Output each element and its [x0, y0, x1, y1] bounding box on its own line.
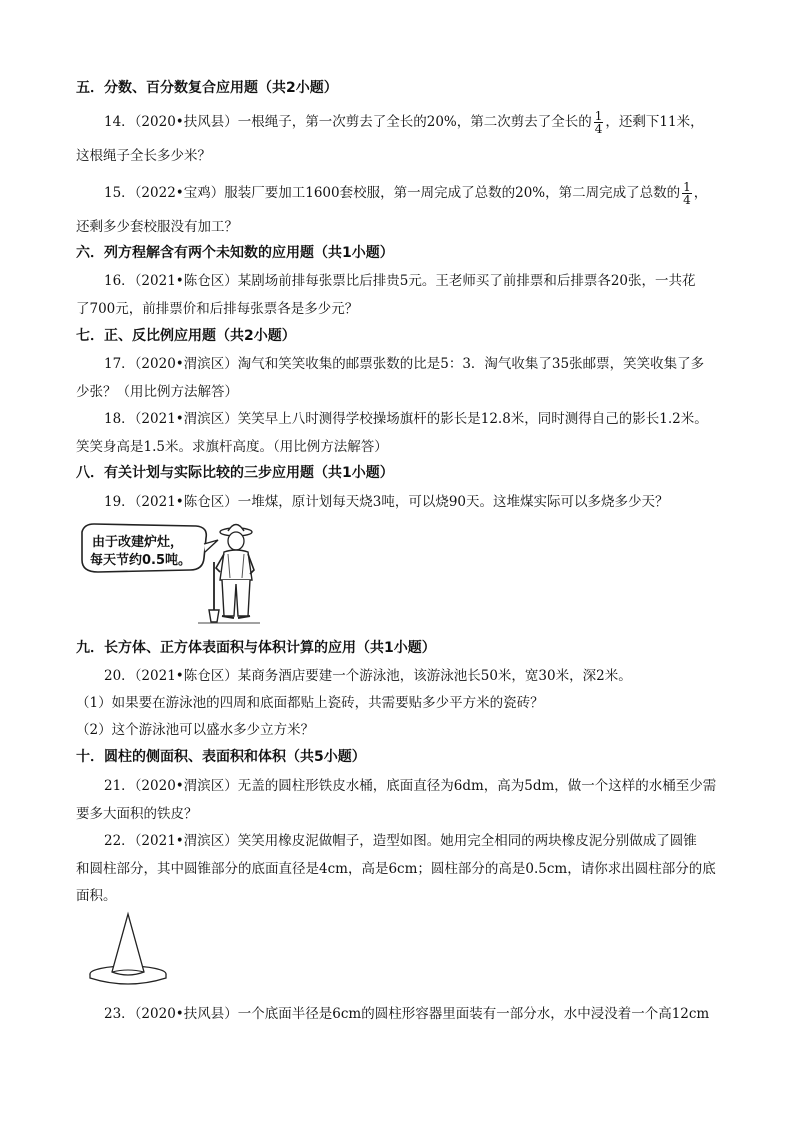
- q22-line3: 面积。: [76, 888, 117, 904]
- q21-line2: 要多大面积的铁皮？: [76, 806, 198, 822]
- q18-line1: 18．（2021•渭滨区）笑笑早上八时测得学校操场旗杆的影长是12.8米，同时测得自己的影长1.2米。: [104, 411, 708, 427]
- section-6-title: 六．列方程解含有两个未知数的应用题（共1小题）: [76, 245, 394, 261]
- section-10-title: 十．圆柱的侧面积、表面积和体积（共5小题）: [76, 749, 366, 765]
- q20-sub2: （2）这个游泳池可以盛水多少立方米？: [76, 722, 315, 738]
- q15-frac-num: 1: [683, 180, 691, 194]
- section-9-title: 九．长方体、正方体表面积与体积计算的应用（共1小题）: [76, 640, 436, 656]
- q15-line2: 还剩多少套校服没有加工？: [76, 219, 238, 235]
- q20-line1: 20．（2021•陈仓区）某商务酒店要建一个游泳池，该游泳池长50米，宽30米，深2米。: [104, 668, 632, 684]
- q17-line2: 少张？（用比例方法解答）: [76, 384, 238, 400]
- cone-hat-icon: [88, 910, 168, 988]
- q16-line1: 16．（2021•陈仓区）某剧场前排每张票比后排贵5元。王老师买了前排票和后排票各20张，一共花: [104, 273, 696, 289]
- q14-frac-num: 1: [594, 109, 603, 123]
- q15-fraction: [682, 181, 692, 206]
- q23-line1: 23．（2020•扶风县）一个底面半径是6cm的圆柱形容器里面装有一部分水，水中浸没着一个高12cm: [104, 1006, 710, 1022]
- section-8-title: 八．有关计划与实际比较的三步应用题（共1小题）: [76, 465, 394, 481]
- section-5-title: 五．分数、百分数复合应用题（共2小题）: [76, 80, 338, 96]
- q14-frac-den: 4: [594, 122, 603, 136]
- q15-frac-den: 4: [683, 193, 691, 207]
- q14-line1: [104, 110, 754, 135]
- q18-line2: 笑笑身高是1.5米。求旗杆高度。（用比例方法解答）: [76, 439, 388, 455]
- q21-line1: 21．（2020•渭滨区）无盖的圆柱形铁皮水桶，底面直径为6dm，高为5dm，做一个这样的水桶至少需: [104, 778, 717, 794]
- q14-text-post: ，还剩下11米，: [605, 114, 704, 130]
- q22-line1: 22．（2021•渭滨区）笑笑用橡皮泥做帽子，造型如图。她用完全相同的两块橡皮泥分别做成了圆锥: [104, 833, 697, 849]
- q15-line1: [104, 181, 754, 206]
- section-7-title: 七．正、反比例应用题（共2小题）: [76, 328, 296, 344]
- q22-line2: 和圆柱部分，其中圆锥部分的底面直径是4cm，高是6cm；圆柱部分的高是0.5cm，请你求出圆柱部分的底: [76, 861, 716, 877]
- q16-line2: 了700元，前排票价和后排每张票各是多少元？: [76, 301, 359, 317]
- q14-line2: 这根绳子全长多少米？: [76, 148, 211, 164]
- q14-text-pre: 14．（2020•扶风县）一根绳子，第一次剪去了全长的20%，第二次剪去了全长的: [104, 114, 592, 130]
- bubble-line1: 由于改建炉灶，: [92, 535, 184, 550]
- bubble-line2: 每天节约0.5吨。: [90, 553, 192, 568]
- q15-text-post: ，: [693, 185, 708, 201]
- q14-fraction: [594, 110, 604, 135]
- q15-text-pre: 15．（2022•宝鸡）服装厂要加工1600套校服，第一周完成了总数的20%，第二周完成了总数的: [104, 185, 681, 201]
- q20-sub1: （1）如果要在游泳池的四周和底面都贴上瓷砖，共需要贴多少平方米的瓷砖？: [76, 695, 544, 711]
- worker-illustration-icon: [78, 518, 263, 626]
- q19-line1: 19．（2021•陈仓区）一堆煤，原计划每天烧3吨，可以烧90天。这堆煤实际可以多烧多少天？: [104, 494, 669, 510]
- q17-line1: 17．（2020•渭滨区）淘气和笑笑收集的邮票张数的比是5：3．淘气收集了35张邮票，笑笑收集了多: [104, 356, 705, 372]
